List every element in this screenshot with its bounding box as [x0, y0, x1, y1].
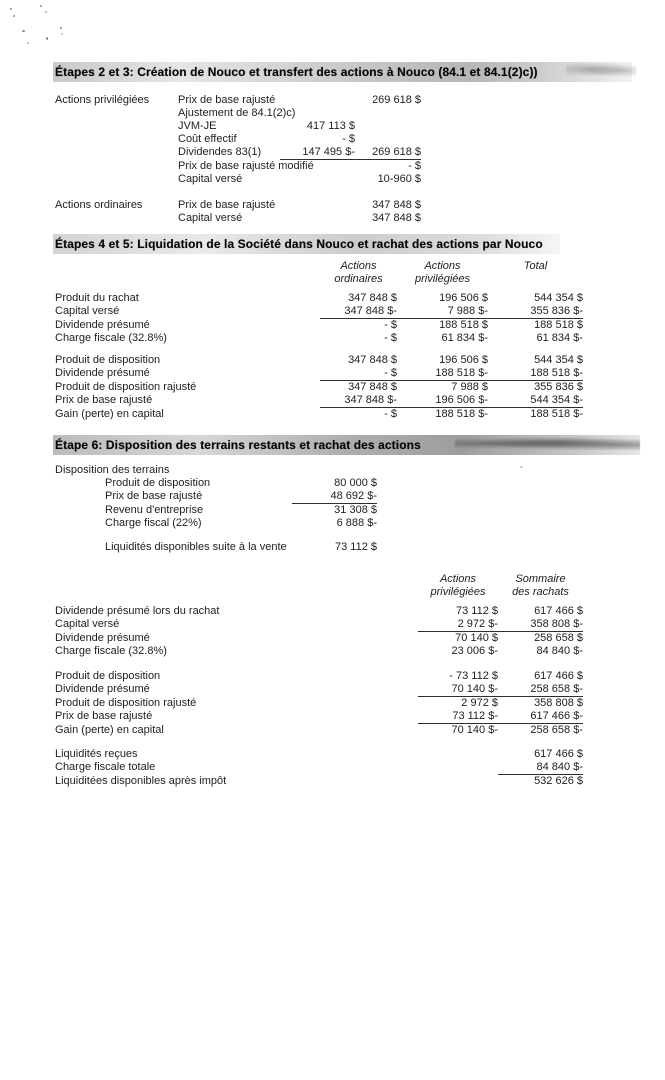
value-cell: 196 506 $ — [439, 292, 488, 304]
scan-speck — [40, 5, 42, 7]
row-label: JVM-JE — [178, 120, 217, 132]
row-label: Produit de disposition — [55, 354, 161, 366]
table-row — [55, 748, 630, 761]
value-cell: 347 848 $- — [320, 305, 397, 319]
value-cell: - $ — [384, 319, 397, 331]
indent-cell — [55, 504, 105, 517]
scan-speck — [10, 8, 12, 10]
column-header-line: des rachats — [512, 586, 569, 598]
value-cell: 617 466 $ — [534, 670, 583, 682]
table-row — [55, 670, 630, 683]
row-label: Dividende présumé — [55, 683, 150, 695]
value-cell: - $ — [384, 332, 397, 344]
value-cell: 347 848 $ — [348, 292, 397, 304]
row-label: Produit de disposition — [105, 477, 211, 489]
value-cell — [355, 107, 421, 120]
value-cell: 48 692 $- — [292, 490, 377, 504]
value-cell: 70 140 $- — [451, 724, 498, 736]
table-row — [55, 173, 630, 186]
table-row — [55, 541, 630, 554]
row-label: Gain (perte) en capital — [55, 408, 164, 420]
value-cell: 347 848 $ — [348, 354, 397, 366]
table-row — [55, 477, 630, 490]
value-cell — [418, 748, 498, 761]
value-cell: 347 848 $- — [320, 394, 397, 408]
table-row — [55, 212, 630, 225]
table-row — [55, 319, 630, 332]
column-header — [320, 260, 397, 286]
scan-speck — [45, 11, 47, 13]
row-label: Dividendes 83(1) — [178, 146, 262, 158]
value-cell: 84 840 $- — [498, 761, 583, 775]
row-label: Prix de base rajusté — [55, 710, 153, 722]
value-cell — [280, 173, 355, 186]
row-group-label — [55, 120, 178, 133]
value-cell — [280, 199, 355, 212]
column-header — [488, 260, 583, 286]
table-row — [55, 94, 630, 107]
value-cell: 347 848 $ — [372, 199, 421, 211]
table-row — [55, 724, 630, 737]
row-group-label: Actions privilégiées — [55, 94, 150, 106]
value-cell: 7 988 $- — [397, 305, 488, 319]
column-header-row — [55, 573, 630, 599]
value-cell: 544 354 $ — [534, 292, 583, 304]
row-group-label: Actions ordinaires — [55, 199, 143, 211]
value-cell: 73 112 $ — [334, 541, 377, 553]
indent-cell — [55, 490, 105, 504]
value-cell: 269 618 $ — [372, 94, 421, 106]
value-cell: - 73 112 $ — [449, 670, 498, 682]
row-label: Liquiditées disponibles après impôt — [55, 775, 227, 787]
row-label: Produit de disposition rajusté — [55, 697, 197, 709]
value-cell: 23 006 $- — [451, 645, 498, 657]
row-label: Prix de base rajusté — [178, 199, 276, 211]
column-header-row — [55, 260, 630, 286]
table-row — [55, 381, 630, 394]
section-etapes-4-5 — [55, 260, 630, 421]
value-cell: 2 972 $- — [418, 618, 498, 632]
terrains-group-label: Disposition des terrains — [55, 464, 170, 476]
row-label: Capital versé — [178, 212, 243, 224]
value-cell: 61 834 $- — [441, 332, 488, 344]
scan-speck — [46, 37, 48, 40]
value-cell — [280, 107, 355, 120]
table-row — [55, 490, 630, 504]
table-row — [55, 504, 630, 517]
value-cell — [355, 133, 421, 146]
value-cell: 188 518 $- — [530, 408, 583, 420]
value-cell: 188 518 $ — [534, 319, 583, 331]
value-cell: - $ — [342, 133, 355, 145]
row-group-label — [55, 107, 178, 120]
row-label: Gain (perte) en capital — [55, 724, 164, 736]
value-cell: 355 836 $ — [534, 381, 583, 393]
value-cell: 258 658 $- — [530, 724, 583, 736]
value-cell: - $ — [408, 160, 421, 172]
value-cell — [280, 160, 355, 173]
table-row — [55, 394, 630, 408]
column-header-line: Actions — [439, 573, 477, 585]
spacer-cell — [55, 260, 320, 286]
value-cell: 258 658 $ — [534, 632, 583, 644]
value-cell: 544 354 $- — [488, 394, 583, 408]
column-header — [418, 573, 498, 599]
table-row — [55, 107, 630, 120]
value-cell: 258 658 $- — [498, 683, 583, 697]
row-label: Capital versé — [178, 173, 243, 185]
value-cell: 61 834 $- — [536, 332, 583, 344]
table-row — [55, 146, 630, 160]
indent-cell — [55, 541, 105, 554]
row-label: Liquidités reçues — [55, 748, 138, 760]
row-label: Produit du rachat — [55, 292, 139, 304]
value-cell: 417 113 $ — [306, 120, 355, 132]
table-row — [55, 408, 630, 421]
value-cell: 617 466 $- — [498, 710, 583, 724]
table-row — [55, 775, 630, 788]
table-row — [55, 292, 630, 305]
value-cell: 617 466 $ — [534, 605, 583, 617]
column-header-line: Total — [523, 260, 548, 272]
value-cell: 355 836 $- — [488, 305, 583, 319]
table-row — [55, 710, 630, 724]
value-cell: 7 988 $ — [451, 381, 488, 393]
value-cell — [280, 212, 355, 225]
row-group-label — [55, 133, 178, 146]
value-cell: 347 848 $ — [372, 212, 421, 224]
column-header-line: privilégiées — [430, 586, 486, 598]
row-label: Dividende présumé lors du rachat — [55, 605, 220, 617]
value-cell — [418, 761, 498, 775]
value-cell: 617 466 $ — [534, 748, 583, 760]
value-cell: 196 506 $ — [439, 354, 488, 366]
value-cell: 70 140 $ — [455, 632, 498, 644]
column-header-line: privilégiées — [414, 273, 471, 285]
section-header-etapes-2-3: Étapes 2 et 3: Création de Nouco et transfert des actions à Nouco (84.1 et 84.1(2)c)) — [53, 62, 632, 82]
table-row — [55, 683, 630, 697]
value-cell: 2 972 $ — [461, 697, 498, 709]
value-cell: 73 112 $ — [455, 605, 498, 617]
table-row — [55, 632, 630, 645]
scan-speck — [27, 42, 29, 44]
table-row — [55, 517, 630, 530]
value-cell: 358 808 $ — [534, 697, 583, 709]
value-cell: 70 140 $- — [418, 683, 498, 697]
section-header-etapes-4-5: Étapes 4 et 5: Liquidation de la Société dans Nouco et rachat des actions par Nouco — [53, 234, 560, 254]
value-cell: 544 354 $ — [534, 354, 583, 366]
row-label: Dividende présumé — [55, 632, 150, 644]
value-cell — [418, 775, 498, 788]
row-label: Charge fiscale totale — [55, 761, 156, 773]
row-label: Capital versé — [55, 305, 120, 317]
indent-cell — [55, 477, 105, 490]
row-label: Revenu d'entreprise — [105, 504, 204, 516]
row-label: Charge fiscal (22%) — [105, 517, 202, 529]
row-label: Produit de disposition — [55, 670, 161, 682]
scan-speck — [60, 27, 62, 29]
value-cell: 269 618 $ — [355, 146, 421, 160]
row-label: Produit de disposition rajusté — [55, 381, 197, 393]
value-cell: 188 518 $- — [435, 408, 488, 420]
scan-speck — [22, 30, 25, 32]
row-group-label — [55, 146, 178, 160]
column-header-line: Actions — [340, 260, 377, 272]
table-row — [55, 697, 630, 710]
value-cell — [355, 120, 421, 133]
scan-speck — [61, 33, 63, 35]
row-label: Ajustement de 84.1(2)c) — [178, 107, 296, 119]
row-label: Prix de base rajusté — [55, 394, 153, 406]
row-label: Dividende présumé — [55, 367, 150, 379]
section-etapes-2-3 — [55, 94, 630, 225]
value-cell: 147 495 $- — [280, 146, 355, 160]
value-cell: 188 518 $ — [439, 319, 488, 331]
document-content — [55, 62, 630, 788]
value-cell: 532 626 $ — [534, 775, 583, 787]
column-header — [498, 573, 583, 599]
value-cell: 10-960 $ — [377, 173, 421, 185]
row-label: Charge fiscale (32.8%) — [55, 645, 167, 657]
value-cell: 6 888 $- — [336, 517, 377, 529]
table-row — [55, 618, 630, 632]
row-label: Prix de base rajusté — [178, 94, 276, 106]
table-row — [55, 120, 630, 133]
value-cell: 358 808 $- — [498, 618, 583, 632]
table-row — [55, 332, 630, 345]
row-label: Capital versé — [55, 618, 120, 630]
column-header-line: Actions — [424, 260, 461, 272]
row-label: Dividende présumé — [55, 319, 150, 331]
spacer-cell — [55, 573, 418, 599]
value-cell: 80 000 $ — [334, 477, 377, 489]
value-cell: - $ — [384, 408, 397, 420]
table-row — [55, 133, 630, 146]
scan-speck — [13, 15, 15, 17]
column-header-line: Sommaire — [515, 573, 566, 585]
section-header-etape-6: Étape 6: Disposition des terrains restants et rachat des actions — [53, 435, 640, 455]
value-cell: 188 518 $- — [488, 367, 583, 381]
section-etape-6 — [55, 464, 630, 788]
value-cell: 84 840 $- — [536, 645, 583, 657]
value-cell: 196 506 $- — [397, 394, 488, 408]
value-cell: 188 518 $- — [397, 367, 488, 381]
row-group-label — [55, 160, 178, 173]
column-header — [397, 260, 488, 286]
row-label: Prix de base rajusté — [105, 490, 203, 502]
column-header-line: ordinaires — [334, 273, 383, 285]
table-row — [55, 199, 630, 212]
table-row — [55, 305, 630, 319]
row-group-label — [55, 212, 178, 225]
table-row — [55, 160, 630, 173]
table-row — [55, 645, 630, 658]
value-cell: 31 308 $ — [334, 504, 377, 516]
value-cell: 347 848 $ — [348, 381, 397, 393]
table-row — [55, 367, 630, 381]
row-label: Prix de base rajusté modifié — [178, 160, 314, 172]
row-label: Liquidités disponibles suite à la vente — [105, 541, 287, 553]
row-group-label — [55, 173, 178, 186]
table-row — [55, 354, 630, 367]
value-cell — [280, 94, 355, 107]
row-label: Coût effectif — [178, 133, 237, 145]
value-cell: - $ — [320, 367, 397, 381]
table-row — [55, 605, 630, 618]
value-cell: 73 112 $- — [418, 710, 498, 724]
indent-cell — [55, 517, 105, 530]
row-label: Charge fiscale (32.8%) — [55, 332, 167, 344]
table-row — [55, 761, 630, 775]
